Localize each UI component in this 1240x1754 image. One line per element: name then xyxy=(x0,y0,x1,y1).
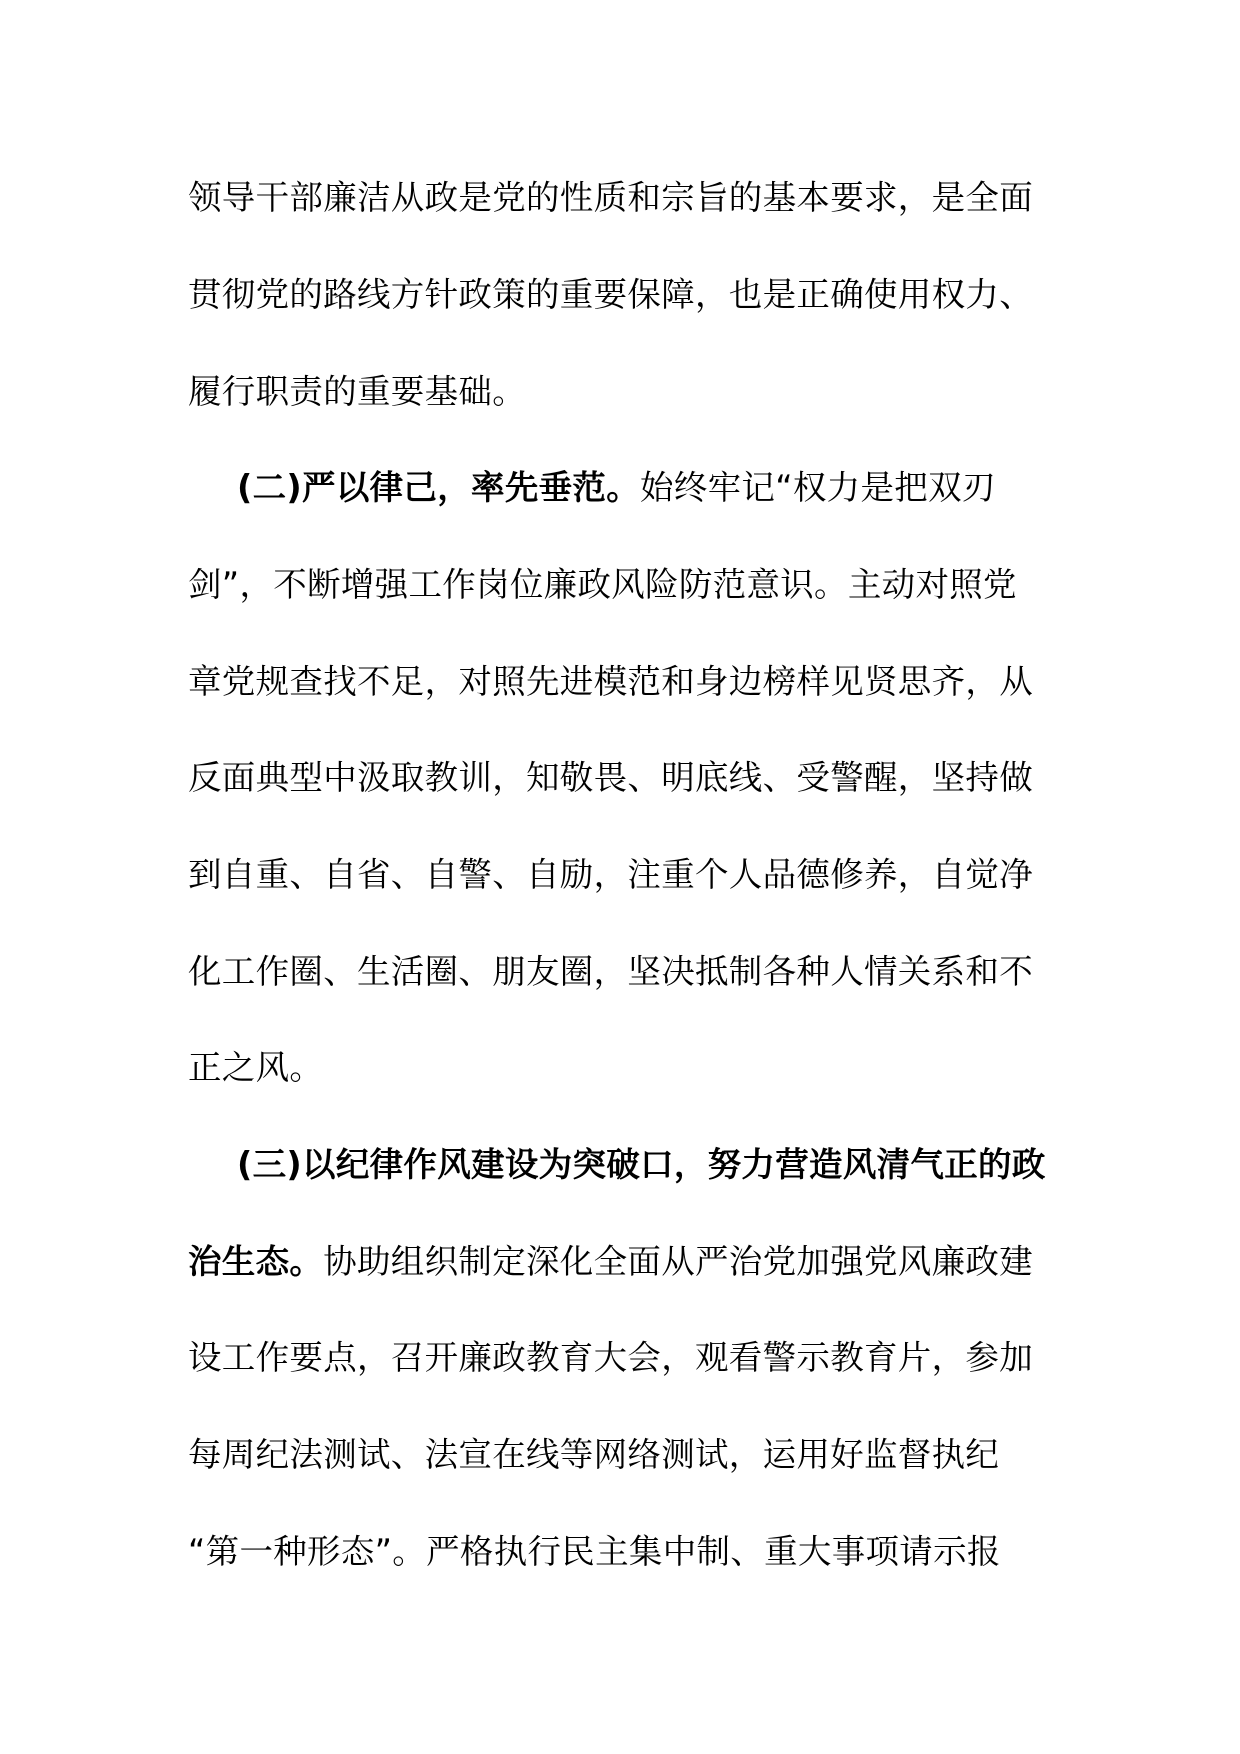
section-heading: 治生态。 xyxy=(188,1242,324,1281)
text-line: 反面典型中汲取教训，知敬畏、明底线、受警醒，坚持做 xyxy=(188,758,1033,797)
section-heading-line xyxy=(237,1135,1137,1195)
text-line: 章党规查找不足，对照先进模范和身边榜样见贤思齐，从 xyxy=(188,662,1033,701)
body-line xyxy=(188,1425,1088,1485)
text-line: 设工作要点，召开廉政教育大会，观看警示教育片，参加 xyxy=(188,1338,1033,1377)
text-line: 正之风。 xyxy=(188,1048,324,1087)
body-line xyxy=(188,168,1088,228)
text-line: 化工作圈、生活圈、朋友圈，坚决抵制各种人情关系和不 xyxy=(188,952,1033,991)
body-line xyxy=(188,555,1088,615)
section-heading: (三)以纪律作风建设为突破口，努力营造风清气正的政 xyxy=(237,1145,1046,1184)
text-line: “第一种形态”。严格执行民主集中制、重大事项请示报 xyxy=(188,1532,1001,1571)
section-heading-line xyxy=(188,1232,1088,1292)
body-line xyxy=(188,265,1088,325)
body-line xyxy=(188,942,1088,1002)
body-line xyxy=(188,748,1088,808)
text-line: 每周纪法测试、法宣在线等网络测试，运用好监督执纪 xyxy=(188,1435,1000,1474)
text-line: 协助组织制定深化全面从严治党加强党风廉政建 xyxy=(323,1242,1034,1281)
text-line: 剑”，不断增强工作岗位廉政风险防范意识。主动对照党 xyxy=(188,565,1017,604)
text-line: 履行职责的重要基础。 xyxy=(188,372,526,411)
body-line xyxy=(188,845,1088,905)
section-heading: (二)严以律己，率先垂范。 xyxy=(237,468,641,507)
section-heading-line xyxy=(237,458,1097,518)
text-line: 始终牢记“权力是把双刃 xyxy=(640,468,996,507)
text-line: 到自重、自省、自警、自励，注重个人品德修养，自觉净 xyxy=(188,855,1033,894)
body-line xyxy=(188,362,1088,422)
text-line: 贯彻党的路线方针政策的重要保障，也是正确使用权力、 xyxy=(188,275,1033,314)
body-line xyxy=(188,652,1088,712)
body-line xyxy=(188,1038,1088,1098)
body-line xyxy=(188,1522,1088,1582)
body-line xyxy=(188,1328,1088,1388)
text-line: 领导干部廉洁从政是党的性质和宗旨的基本要求，是全面 xyxy=(188,178,1033,217)
